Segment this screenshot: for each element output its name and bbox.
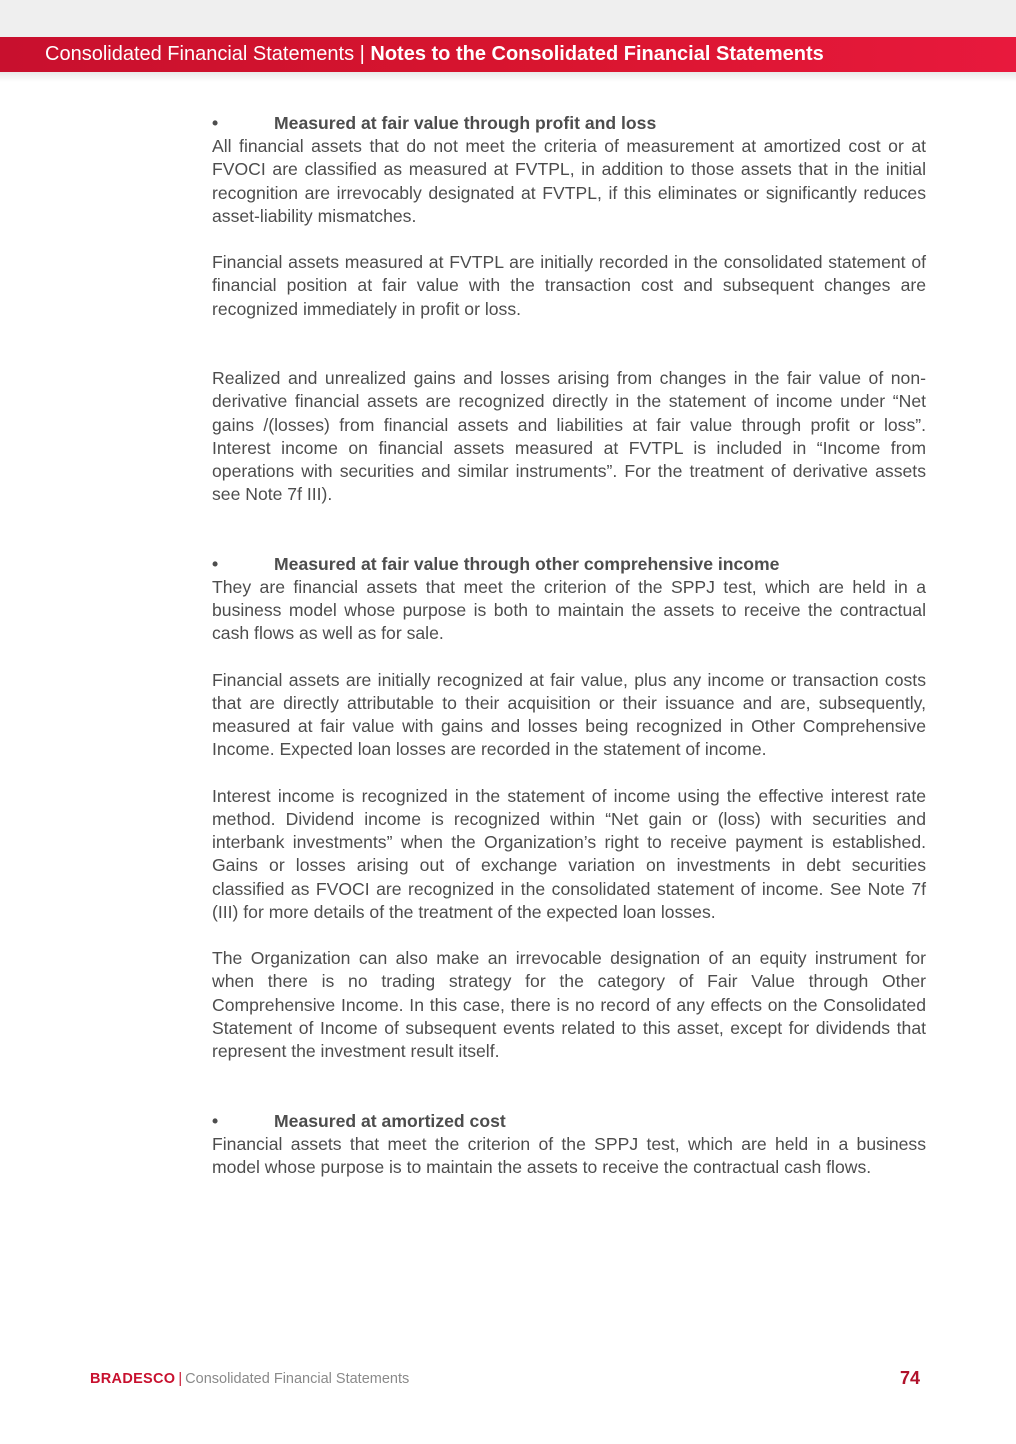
top-margin-strip [0, 0, 1016, 37]
header-shadow [0, 72, 1016, 82]
heading-text: Measured at fair value through profit and loss [274, 113, 657, 133]
document-body [212, 112, 926, 1179]
footer [90, 1368, 409, 1390]
paragraph: They are financial assets that meet the criterion of the SPPJ test, which are held in a business model whose purpose is both to maintain the assets to receive the contractual cash flows as well as for sale. [212, 576, 926, 644]
paragraph: Financial assets are initially recognized at fair value, plus any income or transaction costs that are directly attributable to their acquisition or their issuance and are, subsequently, measured at fair value with gains and losses being recognized in Other Comprehensive Income. Expected loan losses are recorded in the statement of income. [212, 669, 926, 760]
section-heading-fvtpl [212, 112, 926, 135]
page-header-bar [0, 37, 1016, 72]
header-section: Consolidated Financial Statements [45, 43, 355, 65]
bullet-icon: • [212, 1110, 219, 1131]
heading-text: Measured at amortized cost [274, 1110, 506, 1131]
footer-brand: BRADESCO [90, 1371, 176, 1387]
footer-label: Consolidated Financial Statements [185, 1371, 410, 1387]
bullet-icon: • [212, 553, 219, 574]
page-number: 74 [899, 1368, 920, 1388]
section-heading-fvoci [212, 553, 926, 576]
section-heading-amortized-cost [212, 1110, 926, 1133]
paragraph: The Organization can also make an irrevocable designation of an equity instrument for when there is no trading strategy for the category of Fair Value through Other Comprehensive Income. In this case, there is no record of any effects on the Consolidated Statement of Income of subsequent events related to this asset, except for dividends that represent the investment result itself. [212, 948, 926, 1061]
paragraph: Realized and unrealized gains and losses arising from changes in the fair value of non-derivative financial assets are recognized directly in the statement of income under “Net gains /(losses) from financial assets and liabilities at fair value through profit or loss”. Interest income on financial assets measured at FVTPL is included in “Income from operations with securities and similar instruments”. For the treatment of derivative assets see Note 7f III). [212, 368, 926, 505]
header-title: Notes to the Consolidated Financial Statements [370, 43, 824, 65]
footer-separator: | [178, 1371, 183, 1387]
heading-text: Measured at fair value through other comprehensive income [274, 553, 780, 574]
paragraph: Interest income is recognized in the statement of income using the effective interest rate method. Dividend income is recognized within “Net gain or (loss) with securities and interbank investments” when the Organization’s right to receive payment is established. Gains or losses arising out of exchange variation on investments in debt securities classified as FVOCI are recognized in the consolidated statement of income. See Note 7f (III) for more details of the treatment of the expected loan losses. [212, 785, 926, 922]
header-separator: | [359, 43, 365, 65]
paragraph: Financial assets that meet the criterion of the SPPJ test, which are held in a business model whose purpose is to maintain the assets to receive the contractual cash flows. [212, 1133, 926, 1177]
paragraph: Financial assets measured at FVTPL are initially recorded in the consolidated statement of financial position at fair value with the transaction cost and subsequent changes are recognized immediately in profit or loss. [212, 252, 926, 319]
bullet-icon: • [212, 113, 219, 133]
paragraph: All financial assets that do not meet the criteria of measurement at amortized cost or at FVOCI are classified as measured at FVTPL, in addition to those assets that in the initial recognition are irrevocably designated at FVTPL, if this eliminates or significantly reduces asset-liability mismatches. [212, 136, 926, 226]
